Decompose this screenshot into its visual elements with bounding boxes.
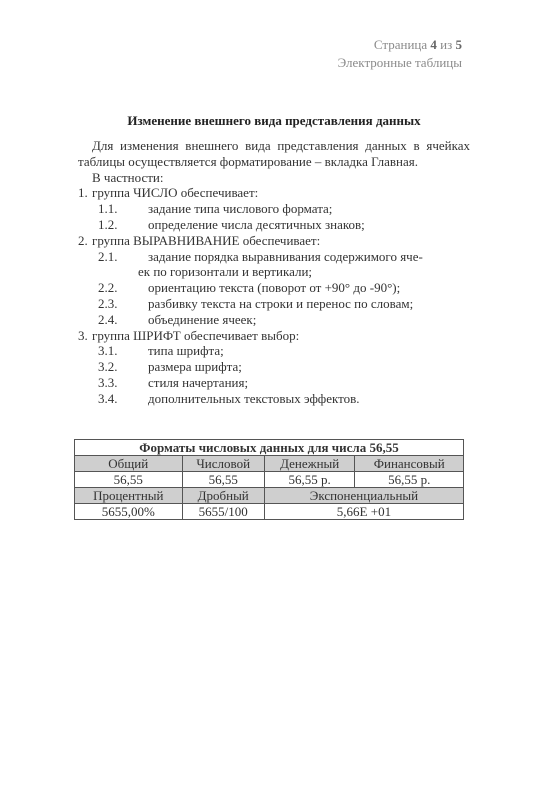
sublist-number: 2.1. bbox=[98, 248, 118, 264]
table-header-cell: Денежный bbox=[264, 456, 355, 472]
particular-line: В частности: bbox=[92, 169, 164, 185]
table-caption-row bbox=[75, 440, 464, 456]
sublist-text: разбивку текста на строки и перенос по словам; bbox=[148, 295, 414, 311]
sublist-text: стиля начертания; bbox=[148, 374, 249, 390]
number-formats-table bbox=[74, 439, 464, 520]
sublist-text: ориентацию текста (поворот от +90° до -90°); bbox=[148, 280, 401, 296]
sublist-text: размера шрифта; bbox=[148, 359, 242, 375]
table-cell: 56,55 р. bbox=[264, 472, 355, 488]
page-number: 4 bbox=[430, 37, 437, 52]
sublist-number: 1.2. bbox=[98, 216, 118, 232]
sublist-item bbox=[78, 296, 470, 312]
header-subtitle: Электронные таблицы bbox=[337, 55, 462, 70]
sublist-item bbox=[78, 280, 470, 296]
page-header bbox=[338, 36, 462, 72]
table-row bbox=[75, 472, 464, 488]
list-number: 1. bbox=[78, 185, 88, 201]
table-header-cell: Процентный bbox=[75, 488, 183, 504]
list-item bbox=[78, 185, 470, 201]
sublist-text: определение числа десятичных знаков; bbox=[148, 216, 365, 232]
page-of: из bbox=[440, 37, 453, 52]
list-text: группа ШРИФТ обеспечивает выбор: bbox=[92, 327, 300, 343]
sublist-number: 2.2. bbox=[98, 280, 118, 296]
table-cell: 56,55 р. bbox=[355, 472, 464, 488]
sublist-text: задание типа числового формата; bbox=[148, 201, 333, 217]
intro-paragraph: Для изменения внешнего вида представления данных в ячейках таблицы осуществляется форматирование – вкладка Главная. bbox=[78, 138, 470, 169]
sublist-item bbox=[78, 249, 470, 281]
document-body bbox=[78, 138, 470, 407]
sublist-number: 2.3. bbox=[98, 295, 118, 311]
sublist-number: 3.1. bbox=[98, 343, 118, 359]
table-header-row bbox=[75, 488, 464, 504]
table-cell: 5655,00% bbox=[75, 504, 183, 520]
sublist-number: 3.4. bbox=[98, 390, 118, 406]
table-header-cell: Экспоненциальный bbox=[264, 488, 463, 504]
table-cell: 5655/100 bbox=[182, 504, 264, 520]
table-header-cell: Финансовый bbox=[355, 456, 464, 472]
list-number: 3. bbox=[78, 327, 88, 343]
section-heading: Изменение внешнего вида представления данных bbox=[127, 113, 421, 128]
sublist-number: 3.3. bbox=[98, 374, 118, 390]
sublist-number: 3.2. bbox=[98, 359, 118, 375]
sublist-item bbox=[78, 391, 470, 407]
sublist-number: 2.4. bbox=[98, 311, 118, 327]
list-number: 2. bbox=[78, 232, 88, 248]
table-header-cell: Числовой bbox=[182, 456, 264, 472]
sublist-item bbox=[78, 375, 470, 391]
sublist-number: 1.1. bbox=[98, 201, 118, 217]
sublist-text: типа шрифта; bbox=[148, 343, 224, 359]
list-item bbox=[78, 233, 470, 249]
table-cell: 56,55 bbox=[75, 472, 183, 488]
table-caption: Форматы числовых данных для числа 56,55 bbox=[75, 440, 464, 456]
sublist-item bbox=[78, 343, 470, 359]
sublist-text-continuation: ек по горизонтали и вертикали; bbox=[138, 264, 313, 280]
table-cell: 56,55 bbox=[182, 472, 264, 488]
table-row bbox=[75, 504, 464, 520]
list-item bbox=[78, 328, 470, 344]
sublist-item bbox=[78, 359, 470, 375]
sublist-text: объединение ячеек; bbox=[148, 311, 257, 327]
table-header-cell: Дробный bbox=[182, 488, 264, 504]
page-prefix: Страница bbox=[373, 37, 428, 52]
list-text: группа ВЫРАВНИВАНИЕ обеспечивает: bbox=[92, 232, 321, 248]
table-cell: 5,66E +01 bbox=[264, 504, 463, 520]
sublist-item bbox=[78, 312, 470, 328]
table-header-row bbox=[75, 456, 464, 472]
sublist-text: дополнительных текстовых эффектов. bbox=[148, 390, 360, 406]
sublist-text: задание порядка выравнивания содержимого яче- bbox=[148, 248, 423, 264]
sublist-item bbox=[78, 201, 470, 217]
sublist-item bbox=[78, 217, 470, 233]
page-total: 5 bbox=[455, 37, 462, 52]
table-header-cell: Общий bbox=[75, 456, 183, 472]
list-text: группа ЧИСЛО обеспечивает: bbox=[92, 185, 259, 201]
page-number-line bbox=[338, 36, 462, 54]
